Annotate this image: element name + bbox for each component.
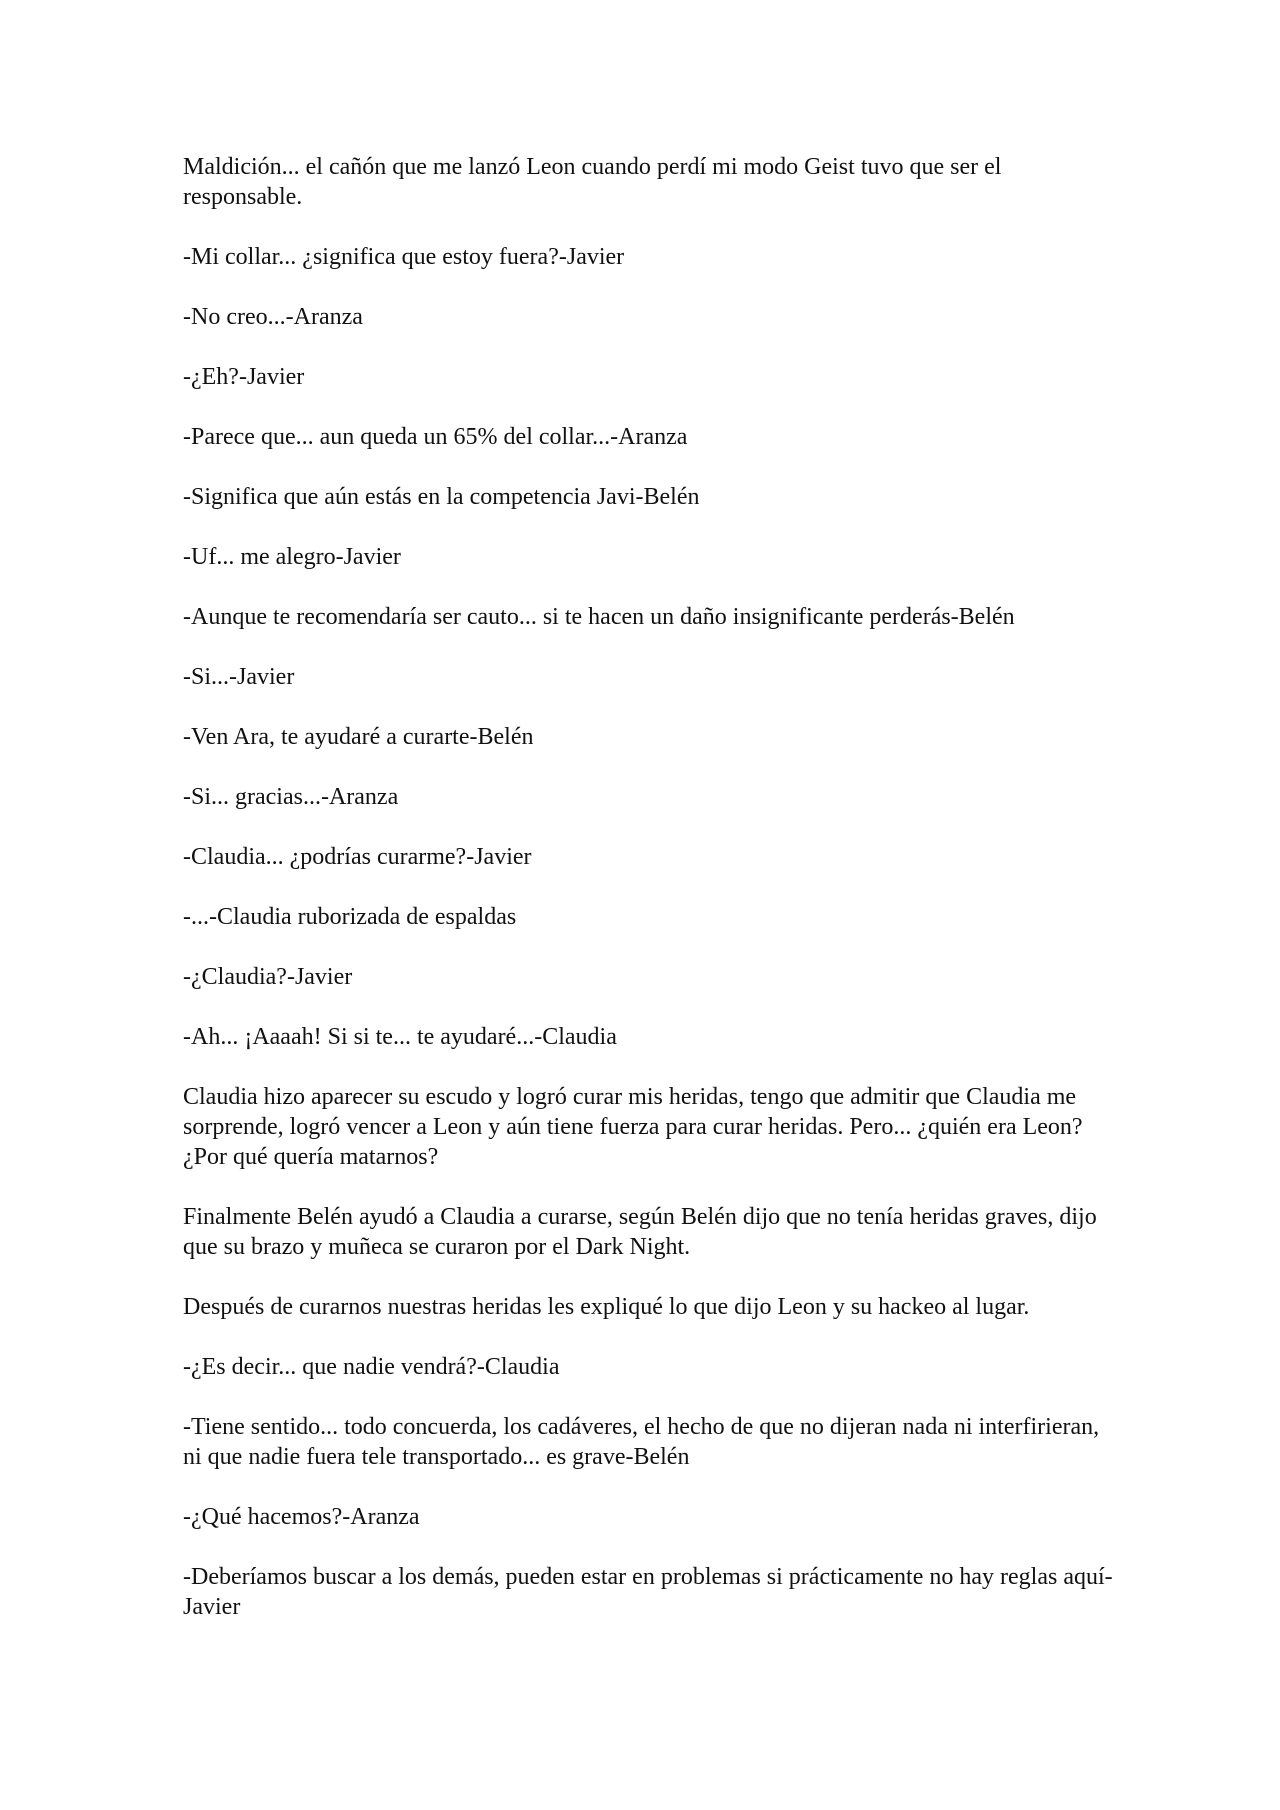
paragraph-dialogue: -No creo...-Aranza: [183, 304, 363, 330]
paragraph-dialogue: -¿Es decir... que nadie vendrá?-Claudia: [183, 1354, 560, 1380]
paragraph-dialogue: -Si...-Javier: [183, 664, 295, 690]
paragraph-dialogue: -Uf... me alegro-Javier: [183, 544, 401, 570]
paragraph-dialogue: -¿Qué hacemos?-Aranza: [183, 1504, 420, 1530]
paragraph-dialogue: -Ven Ara, te ayudaré a curarte-Belén: [183, 724, 534, 750]
paragraph-dialogue: -Parece que... aun queda un 65% del collar...-Aranza: [183, 424, 688, 450]
paragraph-dialogue: -Mi collar... ¿significa que estoy fuera?-Javier: [183, 244, 625, 270]
paragraph-dialogue: -Tiene sentido... todo concuerda, los cadáveres, el hecho de que no dijeran nada ni interfirieran, ni que nadie fuera tele transportado... es grave-Belén: [183, 1414, 1100, 1470]
paragraph-dialogue: -Deberíamos buscar a los demás, pueden estar en problemas si prácticamente no hay reglas aquí-Javier: [183, 1564, 1113, 1620]
paragraph-narration: Maldición... el cañón que me lanzó Leon cuando perdí mi modo Geist tuvo que ser el responsable.: [183, 154, 1002, 210]
document-body: [183, 152, 1118, 1652]
paragraph-dialogue: -¿Claudia?-Javier: [183, 964, 353, 990]
paragraph-dialogue: -Si... gracias...-Aranza: [183, 784, 399, 810]
paragraph-narration: Después de curarnos nuestras heridas les expliqué lo que dijo Leon y su hackeo al lugar.: [183, 1294, 1030, 1320]
paragraph-dialogue: -¿Eh?-Javier: [183, 364, 305, 390]
paragraph-dialogue: -Claudia... ¿podrías curarme?-Javier: [183, 844, 532, 870]
paragraph-narration: Finalmente Belén ayudó a Claudia a curarse, según Belén dijo que no tenía heridas graves, dijo que su brazo y muñeca se curaron por el Dark Night.: [183, 1204, 1097, 1260]
paragraph-narration: Claudia hizo aparecer su escudo y logró curar mis heridas, tengo que admitir que Claudia me sorprende, logró vencer a Leon y aún tiene fuerza para curar heridas. Pero... ¿quién era Leon? ¿Por qué quería matarnos?: [183, 1084, 1083, 1170]
paragraph-dialogue: -Aunque te recomendaría ser cauto... si te hacen un daño insignificante perderás-Belén: [183, 604, 1015, 630]
paragraph-dialogue: -...-Claudia ruborizada de espaldas: [183, 904, 517, 930]
paragraph-dialogue: -Significa que aún estás en la competencia Javi-Belén: [183, 484, 700, 510]
paragraph-dialogue: -Ah... ¡Aaaah! Si si te... te ayudaré...-Claudia: [183, 1024, 617, 1050]
